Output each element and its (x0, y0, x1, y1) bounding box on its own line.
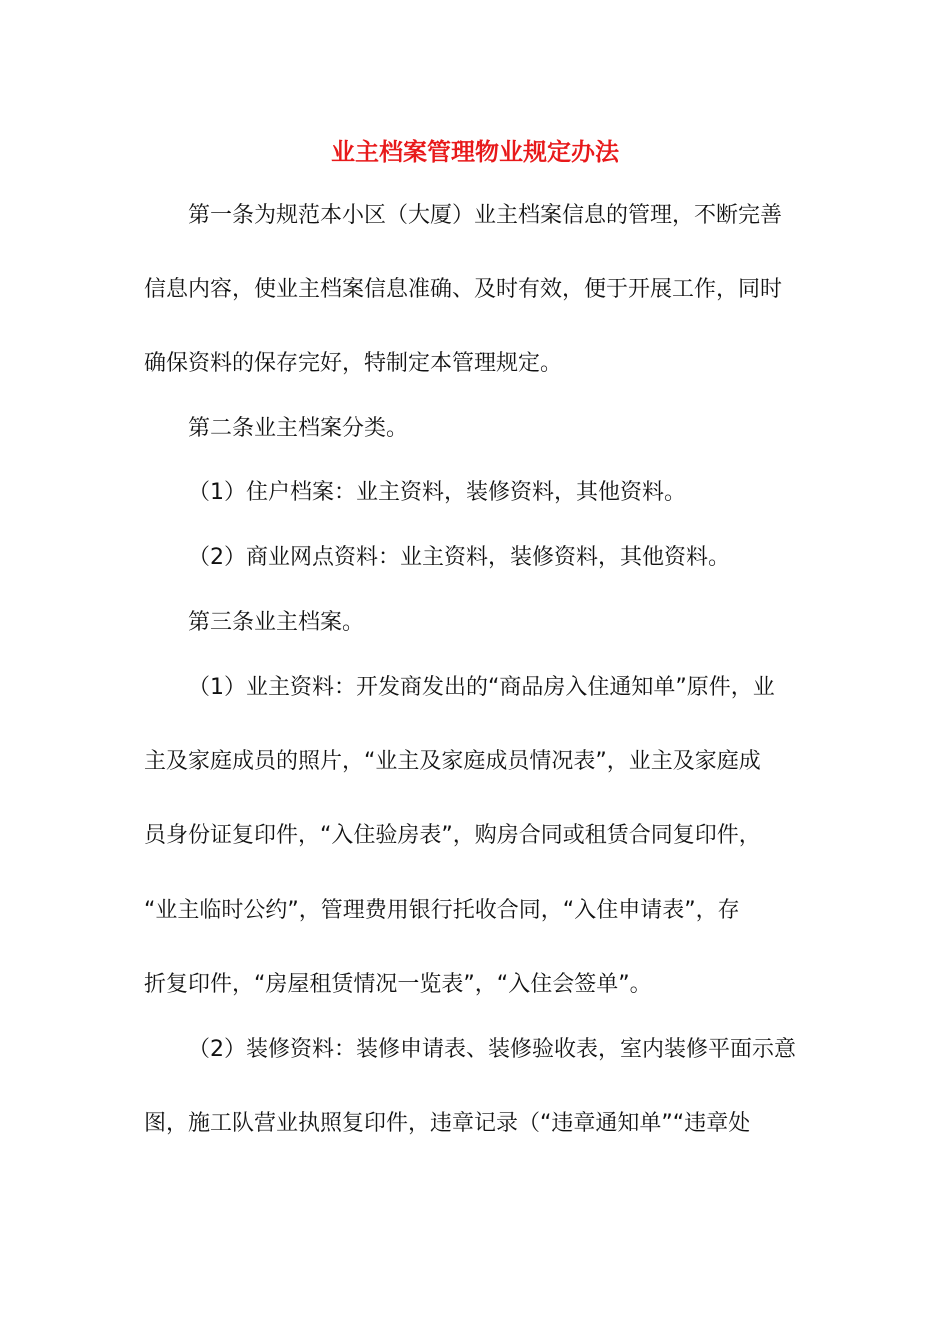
paragraph-line: 员身份证复印件，“入住验房表”，购房合同或租赁合同复印件， (144, 823, 761, 848)
paragraph-line: 图，施工队营业执照复印件，违章记录（“违章通知单”“违章处 (144, 1111, 751, 1136)
paragraph-line: 第一条为规范本小区（大厦）业主档案信息的管理，不断完善 (188, 203, 783, 228)
paragraph-line: 主及家庭成员的照片，“业主及家庭成员情况表”，业主及家庭成 (144, 749, 761, 774)
paragraph-line: “业主临时公约”，管理费用银行托收合同，“入住申请表”，存 (144, 898, 740, 923)
paragraph-line: 信息内容，使业主档案信息准确、及时有效，便于开展工作，同时 (144, 277, 783, 302)
paragraph-line: 确保资料的保存完好，特制定本管理规定。 (144, 351, 563, 376)
paragraph-line: （2）商业网点资料：业主资料，装修资料，其他资料。 (188, 545, 730, 570)
paragraph-line: （1）住户档案：业主资料，装修资料，其他资料。 (188, 480, 686, 505)
document-title: 业主档案管理物业规定办法 (331, 138, 619, 166)
paragraph-line: 折复印件，“房屋租赁情况一览表”，“入住会签单”。 (144, 972, 652, 997)
paragraph-line: 第二条业主档案分类。 (188, 416, 409, 441)
paragraph-line: （2）装修资料：装修申请表、装修验收表，室内装修平面示意 (188, 1037, 796, 1062)
paragraph-line: （1）业主资料：开发商发出的“商品房入住通知单”原件，业 (188, 675, 775, 700)
paragraph-line: 第三条业主档案。 (188, 610, 365, 635)
